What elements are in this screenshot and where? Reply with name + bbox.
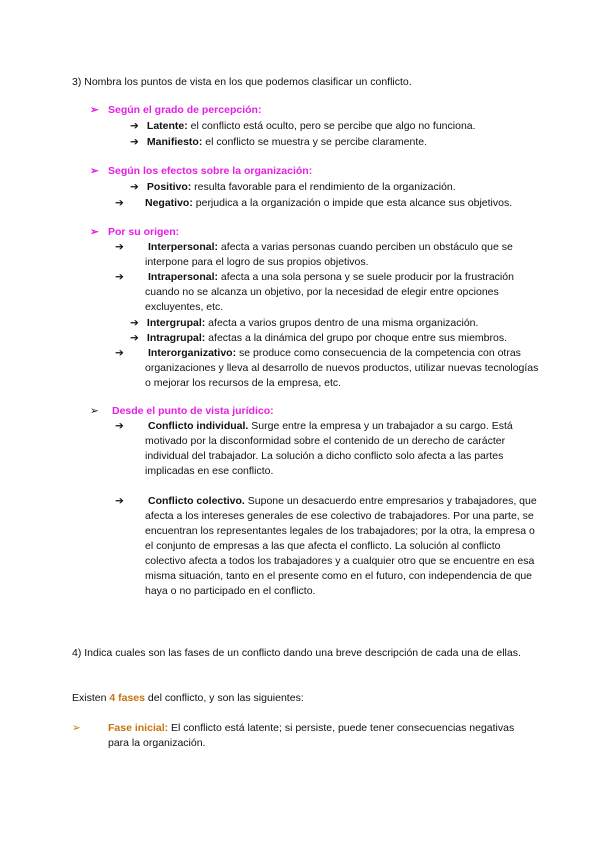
arrow-right-icon: ➔ xyxy=(115,197,124,209)
arrow-right-icon: ➔ xyxy=(115,495,124,507)
item-text: el conflicto se muestra y se percibe claramente. xyxy=(202,136,428,148)
item-text: resulta favorable para el rendimiento de la organización. xyxy=(191,181,456,193)
item-term: Intrapersonal: xyxy=(148,271,219,283)
list-item xyxy=(115,196,525,211)
question-3: 3) Nombra los puntos de vista en los que podemos clasificar un conflicto. xyxy=(72,76,412,88)
item-text: afecta a varios grupos dentro de una misma organización. xyxy=(205,317,479,329)
section-effects-heading xyxy=(90,165,312,178)
item-text: perjudica a la organización o impide que esta alcance sus objetivos. xyxy=(192,197,513,209)
phase-count-highlight: 4 fases xyxy=(109,692,145,704)
item-term: Intergrupal: xyxy=(146,317,206,329)
item-term: Interpersonal: xyxy=(148,241,219,253)
question-4: 4) Indica cuales son las fases de un conflicto dando una breve descripción de cada una de ellas. xyxy=(72,647,521,659)
item-text: Surge entre la empresa y un trabajador a su cargo. Está motivado por la disconformidad sobre el contenido de un derecho de carácter individual del trabajador. La solución a dicho conflicto solo afecta a las partes implicadas en ese conflicto. xyxy=(145,420,513,477)
section-origin-heading xyxy=(90,226,179,239)
list-item xyxy=(115,419,540,479)
arrow-right-icon: ➔ xyxy=(115,420,124,432)
section-title: Por su origen: xyxy=(108,226,180,238)
arrow-right-icon: ➔ xyxy=(130,317,139,329)
list-item xyxy=(130,181,456,194)
list-item xyxy=(115,494,540,599)
item-text: afectas a la dinámica del grupo por choque entre sus miembros. xyxy=(205,332,508,344)
section-title: Desde el punto de vista jurídico: xyxy=(112,405,274,417)
arrowhead-bullet-icon: ➢ xyxy=(72,722,81,734)
item-text: El conflicto está latente; si persiste, puede tener consecuencias negativas para la organización. xyxy=(108,722,515,749)
arrow-right-icon: ➔ xyxy=(130,332,139,344)
list-item xyxy=(130,332,507,345)
list-item xyxy=(115,270,545,315)
arrow-right-icon: ➔ xyxy=(115,271,124,283)
arrowhead-bullet-icon: ➢ xyxy=(90,104,99,116)
item-text: afecta a varias personas cuando perciben un obstáculo que se interpone para el logro de sus propios objetivos. xyxy=(145,241,513,268)
arrowhead-bullet-icon: ➢ xyxy=(90,165,99,177)
list-item xyxy=(130,317,478,330)
item-term: Negativo: xyxy=(145,197,193,209)
arrowhead-bullet-icon: ➢ xyxy=(90,405,99,417)
item-text: Supone un desacuerdo entre empresarios y trabajadores, que afecta a los intereses generales de ese colectivo de trabajadores. Por una parte, se encuentran los representantes legales de los trabajadores; por la otra, la empresa o el conjunto de empresas a las que afecta el conflicto. La solución al conflicto colectivo afecta a todos los trabajadores y a cualquier otro que se encuentre en esa misma situación, tanto en el presente como en el futuro, con independencia de que haya o no participado en el conflicto. xyxy=(145,495,537,597)
item-term: Manifiesto: xyxy=(146,136,203,148)
arrow-right-icon: ➔ xyxy=(130,181,139,193)
item-term: Latente: xyxy=(146,120,188,132)
list-item xyxy=(130,120,476,133)
arrow-right-icon: ➔ xyxy=(115,347,124,359)
item-text: el conflicto está oculto, pero se percibe que algo no funciona. xyxy=(187,120,476,132)
item-text: se produce como consecuencia de la competencia con otras organizaciones y lleva al desarrollo de nuevos productos, utilizar nuevas tecnologías o mejorar los recursos de la empresa, etc. xyxy=(145,347,539,389)
arrow-right-icon: ➔ xyxy=(130,136,139,148)
list-item xyxy=(130,136,427,149)
section-legal-heading xyxy=(90,405,274,418)
section-perception-heading xyxy=(90,104,261,117)
section-title: Según el grado de percepción: xyxy=(108,104,262,116)
item-term: Conflicto colectivo. xyxy=(148,495,245,507)
item-term: Intragrupal: xyxy=(146,332,206,344)
item-term: Fase inicial: xyxy=(108,722,169,734)
arrow-right-icon: ➔ xyxy=(130,120,139,132)
list-item xyxy=(72,721,518,751)
item-term: Conflicto individual. xyxy=(148,420,249,432)
list-item xyxy=(115,346,540,391)
item-term: Positivo: xyxy=(146,181,192,193)
list-item xyxy=(115,240,540,270)
intro-text: Existen xyxy=(72,692,110,704)
arrow-right-icon: ➔ xyxy=(115,241,124,253)
arrowhead-bullet-icon: ➢ xyxy=(90,226,99,238)
item-term: Interorganizativo: xyxy=(148,347,237,359)
item-text: afecta a una sola persona y se suele producir por la frustración cuando no se alcanza un objetivo, por la necesidad de elegir entre opciones excluyentes, etc. xyxy=(145,271,514,313)
phases-intro xyxy=(72,692,304,705)
intro-text: del conflicto, y son las siguientes: xyxy=(144,692,304,704)
section-title: Según los efectos sobre la organización: xyxy=(108,165,313,177)
